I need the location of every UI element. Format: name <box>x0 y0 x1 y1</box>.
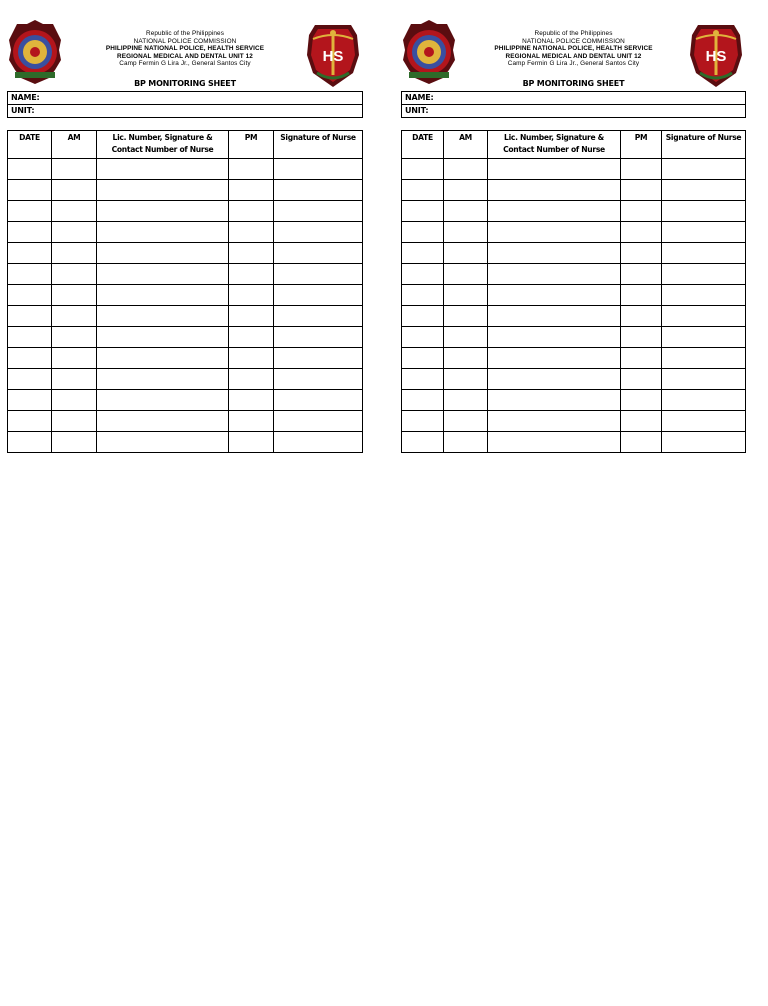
table-row <box>402 390 746 411</box>
table-cell[interactable] <box>52 348 97 369</box>
col-nurse-info-header: Lic. Number, Signature & Contact Number of Nurse <box>488 131 621 159</box>
letterhead <box>401 0 746 88</box>
table-cell[interactable] <box>52 159 97 180</box>
table-cell[interactable] <box>229 348 274 369</box>
table-header-row <box>8 131 363 159</box>
table-row <box>8 411 363 432</box>
table-row <box>402 348 746 369</box>
table-cell[interactable] <box>97 222 229 243</box>
table-cell[interactable] <box>229 327 274 348</box>
bp-table <box>401 130 746 453</box>
table-cell[interactable] <box>402 222 444 243</box>
table-cell[interactable] <box>8 180 52 201</box>
table-row <box>402 159 746 180</box>
table-cell[interactable] <box>274 348 363 369</box>
table-cell[interactable] <box>444 264 488 285</box>
sheet-title: BP MONITORING SHEET <box>522 79 625 88</box>
name-field[interactable] <box>402 92 745 104</box>
table-cell[interactable] <box>621 411 662 432</box>
table-cell[interactable] <box>662 159 746 180</box>
napolcom-line: NATIONAL POLICE COMMISSION <box>522 37 625 45</box>
table-cell[interactable] <box>662 348 746 369</box>
table-cell[interactable] <box>621 369 662 390</box>
table-cell[interactable] <box>52 285 97 306</box>
bp-table <box>7 130 363 453</box>
table-row <box>8 222 363 243</box>
table-row <box>402 432 746 453</box>
table-cell[interactable] <box>402 411 444 432</box>
table-cell[interactable] <box>488 390 621 411</box>
table-cell[interactable] <box>274 390 363 411</box>
table-cell[interactable] <box>229 390 274 411</box>
table-cell[interactable] <box>621 348 662 369</box>
table-cell[interactable] <box>274 369 363 390</box>
rmdu-line: REGIONAL MEDICAL AND DENTAL UNIT 12 <box>117 52 253 60</box>
col-date-header: DATE <box>8 131 52 159</box>
table-row <box>8 159 363 180</box>
table-cell[interactable] <box>402 264 444 285</box>
table-cell[interactable] <box>274 222 363 243</box>
hs-letters: HS <box>322 48 344 65</box>
table-cell[interactable] <box>97 264 229 285</box>
table-cell[interactable] <box>662 243 746 264</box>
table-cell[interactable] <box>97 369 229 390</box>
table-cell[interactable] <box>274 432 363 453</box>
table-cell[interactable] <box>662 201 746 222</box>
table-cell[interactable] <box>444 327 488 348</box>
table-cell[interactable] <box>402 369 444 390</box>
table-row <box>402 201 746 222</box>
table-cell[interactable] <box>8 222 52 243</box>
table-header-row <box>402 131 746 159</box>
unit-field[interactable] <box>8 104 362 117</box>
table-cell[interactable] <box>662 306 746 327</box>
table-row <box>402 369 746 390</box>
address-line: Camp Fermin G Lira Jr., General Santos City <box>507 60 640 68</box>
table-cell[interactable] <box>52 369 97 390</box>
table-cell[interactable] <box>97 390 229 411</box>
table-cell[interactable] <box>444 348 488 369</box>
table-cell[interactable] <box>444 390 488 411</box>
col-nurse-signature-header: Signature of Nurse <box>274 131 363 159</box>
table-cell[interactable] <box>488 432 621 453</box>
table-cell[interactable] <box>662 411 746 432</box>
table-row <box>8 201 363 222</box>
table-cell[interactable] <box>52 411 97 432</box>
name-label: NAME: <box>11 93 40 102</box>
table-cell[interactable] <box>488 264 621 285</box>
table-cell[interactable] <box>229 159 274 180</box>
table-cell[interactable] <box>52 201 97 222</box>
table-cell[interactable] <box>8 285 52 306</box>
table-cell[interactable] <box>52 180 97 201</box>
table-cell[interactable] <box>274 201 363 222</box>
table-cell[interactable] <box>488 285 621 306</box>
table-cell[interactable] <box>229 411 274 432</box>
table-row <box>8 285 363 306</box>
table-cell[interactable] <box>97 306 229 327</box>
table-row <box>402 285 746 306</box>
table-row <box>8 327 363 348</box>
table-cell[interactable] <box>662 390 746 411</box>
table-body <box>8 159 363 453</box>
table-row <box>8 264 363 285</box>
table-cell[interactable] <box>52 264 97 285</box>
table-cell[interactable] <box>662 285 746 306</box>
table-cell[interactable] <box>488 306 621 327</box>
table-cell[interactable] <box>662 222 746 243</box>
table-cell[interactable] <box>402 348 444 369</box>
col-nurse-info-header: Lic. Number, Signature & Contact Number of Nurse <box>97 131 229 159</box>
table-cell[interactable] <box>8 264 52 285</box>
table-cell[interactable] <box>621 222 662 243</box>
table-cell[interactable] <box>488 411 621 432</box>
table-cell[interactable] <box>402 243 444 264</box>
table-cell[interactable] <box>444 432 488 453</box>
table-cell[interactable] <box>488 201 621 222</box>
col-am-header: AM <box>444 131 488 159</box>
table-cell[interactable] <box>444 369 488 390</box>
republic-line: Republic of the Philippines <box>534 30 613 37</box>
table-cell[interactable] <box>52 390 97 411</box>
table-cell[interactable] <box>229 222 274 243</box>
table-cell[interactable] <box>97 285 229 306</box>
table-cell[interactable] <box>52 306 97 327</box>
table-cell[interactable] <box>229 201 274 222</box>
table-cell[interactable] <box>274 180 363 201</box>
pnp-hs-line: PHILIPPINE NATIONAL POLICE, HEALTH SERVICE <box>105 45 265 53</box>
table-cell[interactable] <box>488 327 621 348</box>
table-cell[interactable] <box>662 432 746 453</box>
table-cell[interactable] <box>621 159 662 180</box>
patient-info-box <box>401 91 746 118</box>
table-cell[interactable] <box>229 432 274 453</box>
table-cell[interactable] <box>229 243 274 264</box>
table-cell[interactable] <box>621 327 662 348</box>
table-row <box>402 306 746 327</box>
table-cell[interactable] <box>52 243 97 264</box>
table-cell[interactable] <box>402 180 444 201</box>
table-cell[interactable] <box>274 327 363 348</box>
table-cell[interactable] <box>444 285 488 306</box>
table-row <box>402 264 746 285</box>
table-cell[interactable] <box>402 432 444 453</box>
table-cell[interactable] <box>274 411 363 432</box>
rmdu-line: REGIONAL MEDICAL AND DENTAL UNIT 12 <box>505 52 642 60</box>
table-cell[interactable] <box>8 432 52 453</box>
table-cell[interactable] <box>444 411 488 432</box>
table-cell[interactable] <box>229 369 274 390</box>
table-cell[interactable] <box>97 243 229 264</box>
napolcom-line: NATIONAL POLICE COMMISSION <box>133 37 237 45</box>
table-cell[interactable] <box>97 348 229 369</box>
table-cell[interactable] <box>402 159 444 180</box>
table-cell[interactable] <box>8 201 52 222</box>
table-cell[interactable] <box>621 306 662 327</box>
table-row <box>402 243 746 264</box>
table-row <box>402 327 746 348</box>
sheet-title: BP MONITORING SHEET <box>134 79 236 88</box>
pnp-hs-line: PHILIPPINE NATIONAL POLICE, HEALTH SERVICE <box>494 45 653 53</box>
table-body <box>402 159 746 453</box>
table-cell[interactable] <box>402 327 444 348</box>
table-cell[interactable] <box>444 159 488 180</box>
table-cell[interactable] <box>8 243 52 264</box>
letterhead <box>7 0 363 88</box>
table-cell[interactable] <box>229 306 274 327</box>
table-cell[interactable] <box>8 390 52 411</box>
table-row <box>402 411 746 432</box>
table-cell[interactable] <box>8 369 52 390</box>
table-cell[interactable] <box>621 180 662 201</box>
table-cell[interactable] <box>662 327 746 348</box>
col-nurse-signature-header: Signature of Nurse <box>662 131 746 159</box>
table-row <box>8 432 363 453</box>
table-cell[interactable] <box>52 432 97 453</box>
table-cell[interactable] <box>402 306 444 327</box>
address-line: Camp Fermin G Lira Jr., General Santos City <box>119 60 251 68</box>
table-cell[interactable] <box>444 306 488 327</box>
table-cell[interactable] <box>402 201 444 222</box>
table-cell[interactable] <box>444 201 488 222</box>
table-cell[interactable] <box>229 285 274 306</box>
bp-sheet-right <box>401 0 746 154</box>
table-cell[interactable] <box>488 159 621 180</box>
table-cell[interactable] <box>8 411 52 432</box>
table-cell[interactable] <box>52 327 97 348</box>
republic-line: Republic of the Philippines <box>145 30 224 37</box>
table-cell[interactable] <box>621 264 662 285</box>
table-cell[interactable] <box>488 243 621 264</box>
col-pm-header: PM <box>229 131 274 159</box>
table-cell[interactable] <box>8 327 52 348</box>
table-cell[interactable] <box>274 306 363 327</box>
table-cell[interactable] <box>621 390 662 411</box>
unit-field[interactable] <box>402 104 745 117</box>
table-row <box>8 369 363 390</box>
table-cell[interactable] <box>662 264 746 285</box>
table-cell[interactable] <box>402 285 444 306</box>
table-cell[interactable] <box>97 411 229 432</box>
name-field[interactable] <box>8 92 362 104</box>
table-cell[interactable] <box>8 306 52 327</box>
table-cell[interactable] <box>97 432 229 453</box>
bp-sheet-left <box>7 0 363 154</box>
patient-info-box <box>7 91 363 118</box>
table-cell[interactable] <box>621 201 662 222</box>
name-label: NAME: <box>405 93 434 102</box>
table-cell[interactable] <box>8 159 52 180</box>
table-cell[interactable] <box>444 222 488 243</box>
table-cell[interactable] <box>229 180 274 201</box>
col-am-header: AM <box>52 131 97 159</box>
table-cell[interactable] <box>444 243 488 264</box>
unit-label: UNIT: <box>11 106 35 115</box>
table-cell[interactable] <box>274 159 363 180</box>
table-row <box>8 306 363 327</box>
table-cell[interactable] <box>52 222 97 243</box>
table-cell[interactable] <box>621 243 662 264</box>
table-row <box>8 180 363 201</box>
table-cell[interactable] <box>97 327 229 348</box>
table-cell[interactable] <box>621 432 662 453</box>
table-cell[interactable] <box>488 222 621 243</box>
table-cell[interactable] <box>97 201 229 222</box>
table-cell[interactable] <box>229 264 274 285</box>
col-date-header: DATE <box>402 131 444 159</box>
table-cell[interactable] <box>488 348 621 369</box>
table-cell[interactable] <box>274 285 363 306</box>
table-cell[interactable] <box>488 369 621 390</box>
table-cell[interactable] <box>662 369 746 390</box>
hs-letters: HS <box>705 48 727 65</box>
table-row <box>402 180 746 201</box>
table-cell[interactable] <box>444 180 488 201</box>
table-row <box>402 222 746 243</box>
table-cell[interactable] <box>402 390 444 411</box>
table-cell[interactable] <box>621 285 662 306</box>
table-row <box>8 348 363 369</box>
table-cell[interactable] <box>274 264 363 285</box>
table-cell[interactable] <box>8 348 52 369</box>
unit-label: UNIT: <box>405 106 429 115</box>
table-row <box>8 243 363 264</box>
col-pm-header: PM <box>621 131 662 159</box>
table-cell[interactable] <box>488 180 621 201</box>
table-cell[interactable] <box>662 180 746 201</box>
table-row <box>8 390 363 411</box>
table-cell[interactable] <box>97 159 229 180</box>
table-cell[interactable] <box>97 180 229 201</box>
table-cell[interactable] <box>274 243 363 264</box>
